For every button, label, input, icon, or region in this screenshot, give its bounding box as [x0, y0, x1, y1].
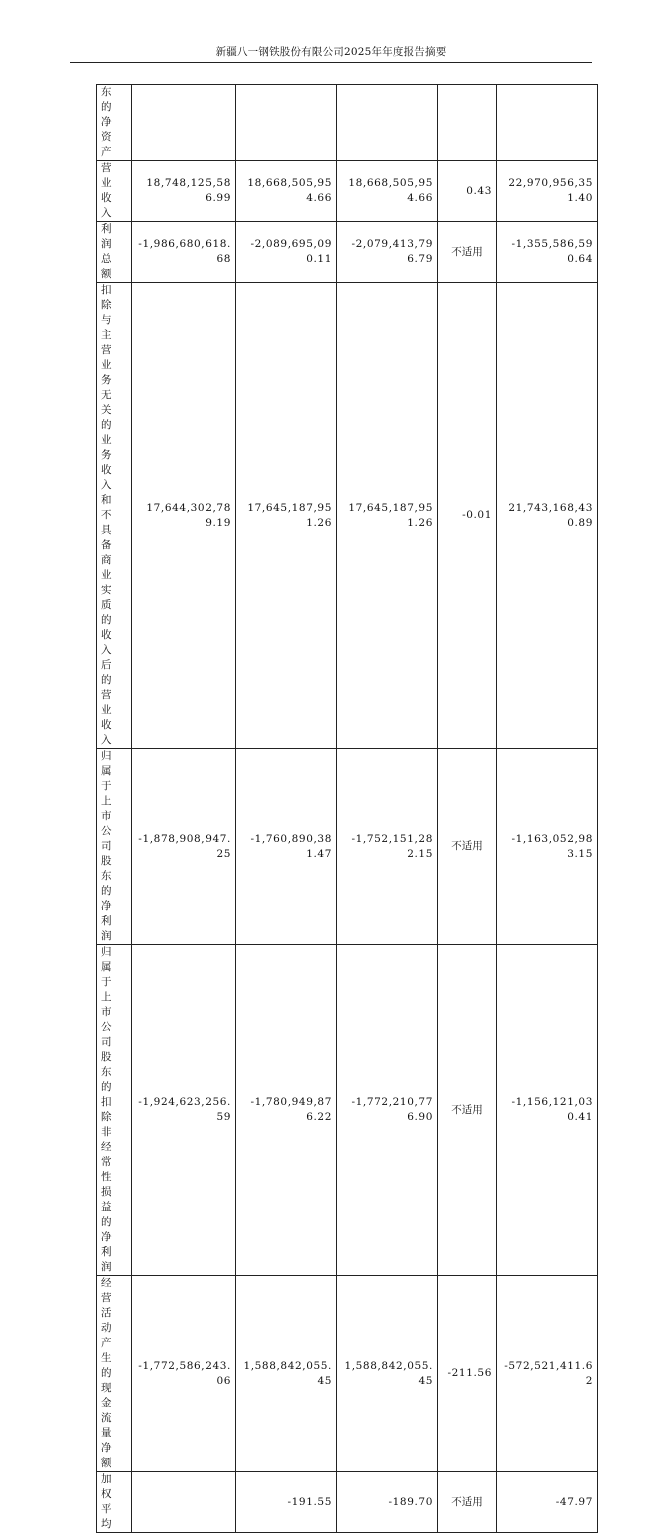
table-cell: -572,521,411.62	[497, 1276, 598, 1472]
report-header-title: 新疆八一钢铁股份有限公司2025年年度报告摘要	[215, 46, 447, 58]
row-label: 东的净资产	[97, 85, 132, 161]
table-cell: 22,970,956,351.40	[497, 161, 598, 222]
table-cell: 17,645,187,951.26	[337, 283, 438, 749]
table-cell: 18,748,125,586.99	[132, 161, 236, 222]
row-label: 加权平均	[97, 1472, 132, 1533]
row-label: 归属于上市公司股东的扣除非经常性损益的净利润	[97, 945, 132, 1276]
table-cell: -1,772,210,776.90	[337, 945, 438, 1276]
row-label: 利润总额	[97, 222, 132, 283]
table-cell	[236, 85, 337, 161]
table-cell: -1,780,949,876.22	[236, 945, 337, 1276]
table-row	[97, 161, 598, 222]
header-divider	[70, 62, 592, 63]
table-cell: 18,668,505,954.66	[337, 161, 438, 222]
table-cell: -2,089,695,090.11	[236, 222, 337, 283]
table-row	[97, 1276, 598, 1472]
table-row	[97, 222, 598, 283]
row-label: 经营活动产生的现金流量净额	[97, 1276, 132, 1472]
table-row	[97, 283, 598, 749]
table-row	[97, 85, 598, 161]
table-cell: 不适用	[438, 222, 497, 283]
table-cell: -191.55	[236, 1472, 337, 1533]
table-cell: 1,588,842,055.45	[337, 1276, 438, 1472]
table-cell: 17,645,187,951.26	[236, 283, 337, 749]
table-cell: -0.01	[438, 283, 497, 749]
table-cell: 21,743,168,430.89	[497, 283, 598, 749]
table-cell: -1,772,586,243.06	[132, 1276, 236, 1472]
table-cell: -189.70	[337, 1472, 438, 1533]
table-cell: -1,924,623,256.59	[132, 945, 236, 1276]
financial-data-table	[96, 84, 598, 1533]
table-cell: -1,752,151,282.15	[337, 749, 438, 945]
table-cell	[337, 85, 438, 161]
table-cell: -1,986,680,618.68	[132, 222, 236, 283]
table-cell	[132, 1472, 236, 1533]
table-cell: -1,163,052,983.15	[497, 749, 598, 945]
table-row	[97, 945, 598, 1276]
table-cell: -1,878,908,947.25	[132, 749, 236, 945]
row-label: 扣除与主营业务无关的业务收入和不具备商业实质的收入后的营业收入	[97, 283, 132, 749]
table-cell: 1,588,842,055.45	[236, 1276, 337, 1472]
table-cell	[438, 85, 497, 161]
table-cell: 17,644,302,789.19	[132, 283, 236, 749]
table-cell: -2,079,413,796.79	[337, 222, 438, 283]
table-cell: 不适用	[438, 1472, 497, 1533]
table-cell: 不适用	[438, 749, 497, 945]
row-label: 营业收入	[97, 161, 132, 222]
row-label: 归属于上市公司股东的净利润	[97, 749, 132, 945]
table-cell: 18,668,505,954.66	[236, 161, 337, 222]
table-cell: -1,355,586,590.64	[497, 222, 598, 283]
table-cell	[132, 85, 236, 161]
table-cell: -211.56	[438, 1276, 497, 1472]
table-cell	[497, 85, 598, 161]
table-row	[97, 749, 598, 945]
table-cell: -1,156,121,030.41	[497, 945, 598, 1276]
table-cell: 0.43	[438, 161, 497, 222]
table-cell: -1,760,890,381.47	[236, 749, 337, 945]
table-cell: -47.97	[497, 1472, 598, 1533]
table-row	[97, 1472, 598, 1533]
table-cell: 不适用	[438, 945, 497, 1276]
